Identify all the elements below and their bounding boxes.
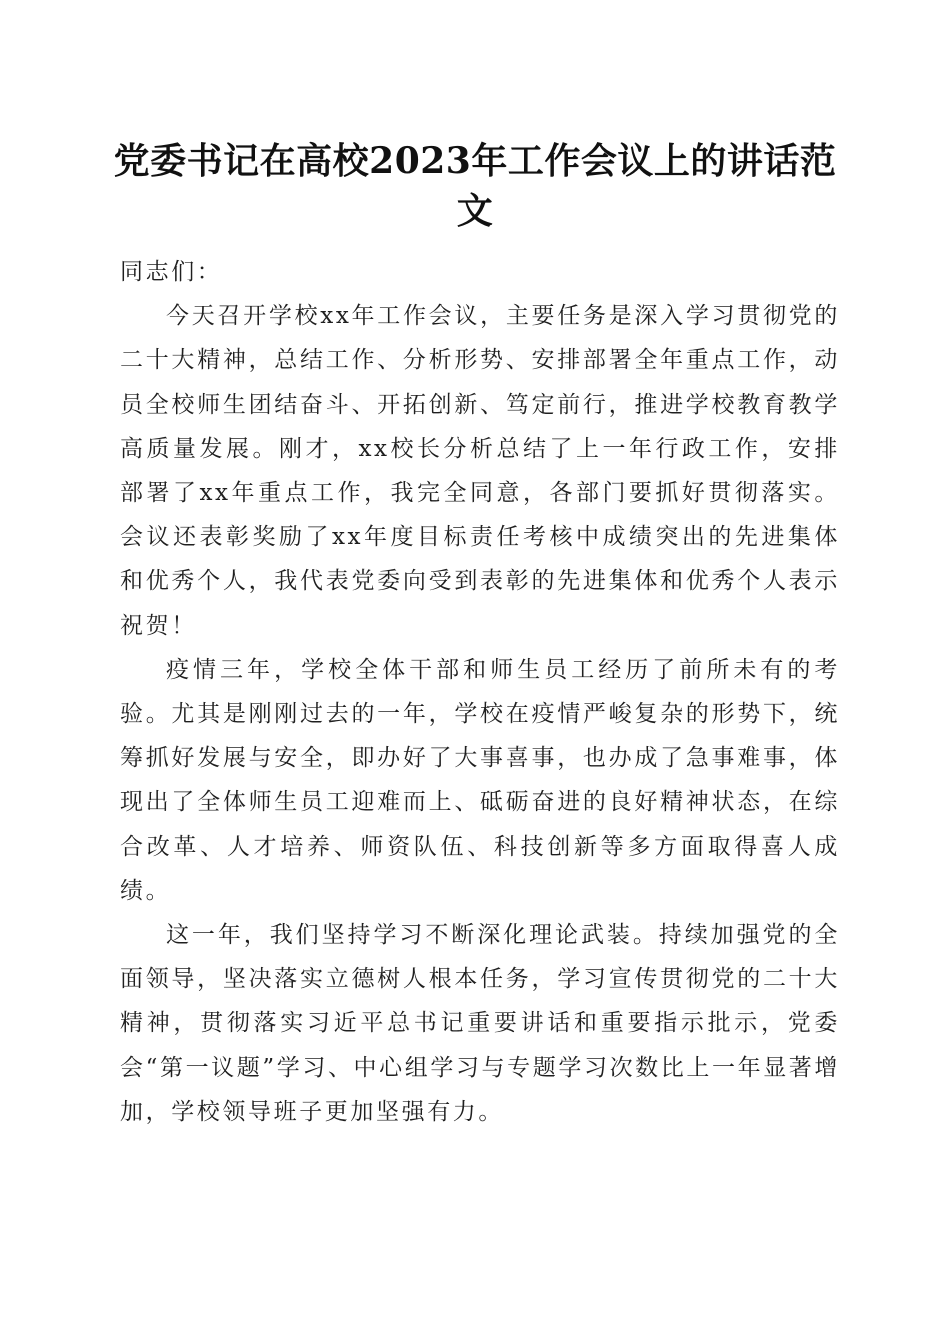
paragraph-pandemic-review: 疫情三年，学校全体干部和师生员工经历了前所未有的考验。尤其是刚刚过去的一年，学校在疫情严峻复杂的形势下，统筹抓好发展与安全，即办好了大事喜事，也办成了急事难事，体现出了全体师生员工迎难而上、砥砺奋进的良好精神状态，在综合改革、人才培养、师资队伍、科技创新等多方面取得喜人成绩。 [120, 656, 840, 904]
paragraph-theory-study: 这一年，我们坚持学习不断深化理论武装。持续加强党的全面领导，坚决落实立德树人根本任务，学习宣传贯彻党的二十大精神，贯彻落实习近平总书记重要讲话和重要指示批示，党委会“第一议题”学习、中心组学习与专题学习次数比上一年显著增加，学校领导班子更加坚强有力。 [120, 922, 840, 1125]
document-body [120, 250, 840, 1134]
paragraph-opening: 今天召开学校xx年工作会议，主要任务是深入学习贯彻党的二十大精神，总结工作、分析形势、安排部署全年重点工作，动员全校师生团结奋斗、开拓创新、笃定前行，推进学校教育教学高质量发展。刚才，xx校长分析总结了上一年行政工作，安排部署了xx年重点工作，我完全同意，各部门要抓好贯彻落实。会议还表彰奖励了xx年度目标责任考核中成绩突出的先进集体和优秀个人，我代表党委向受到表彰的先进集体和优秀个人表示祝贺！ [120, 303, 840, 639]
document-title: 党委书记在高校2023年工作会议上的讲话范文 [113, 140, 837, 232]
salutation: 同志们： [120, 259, 223, 285]
